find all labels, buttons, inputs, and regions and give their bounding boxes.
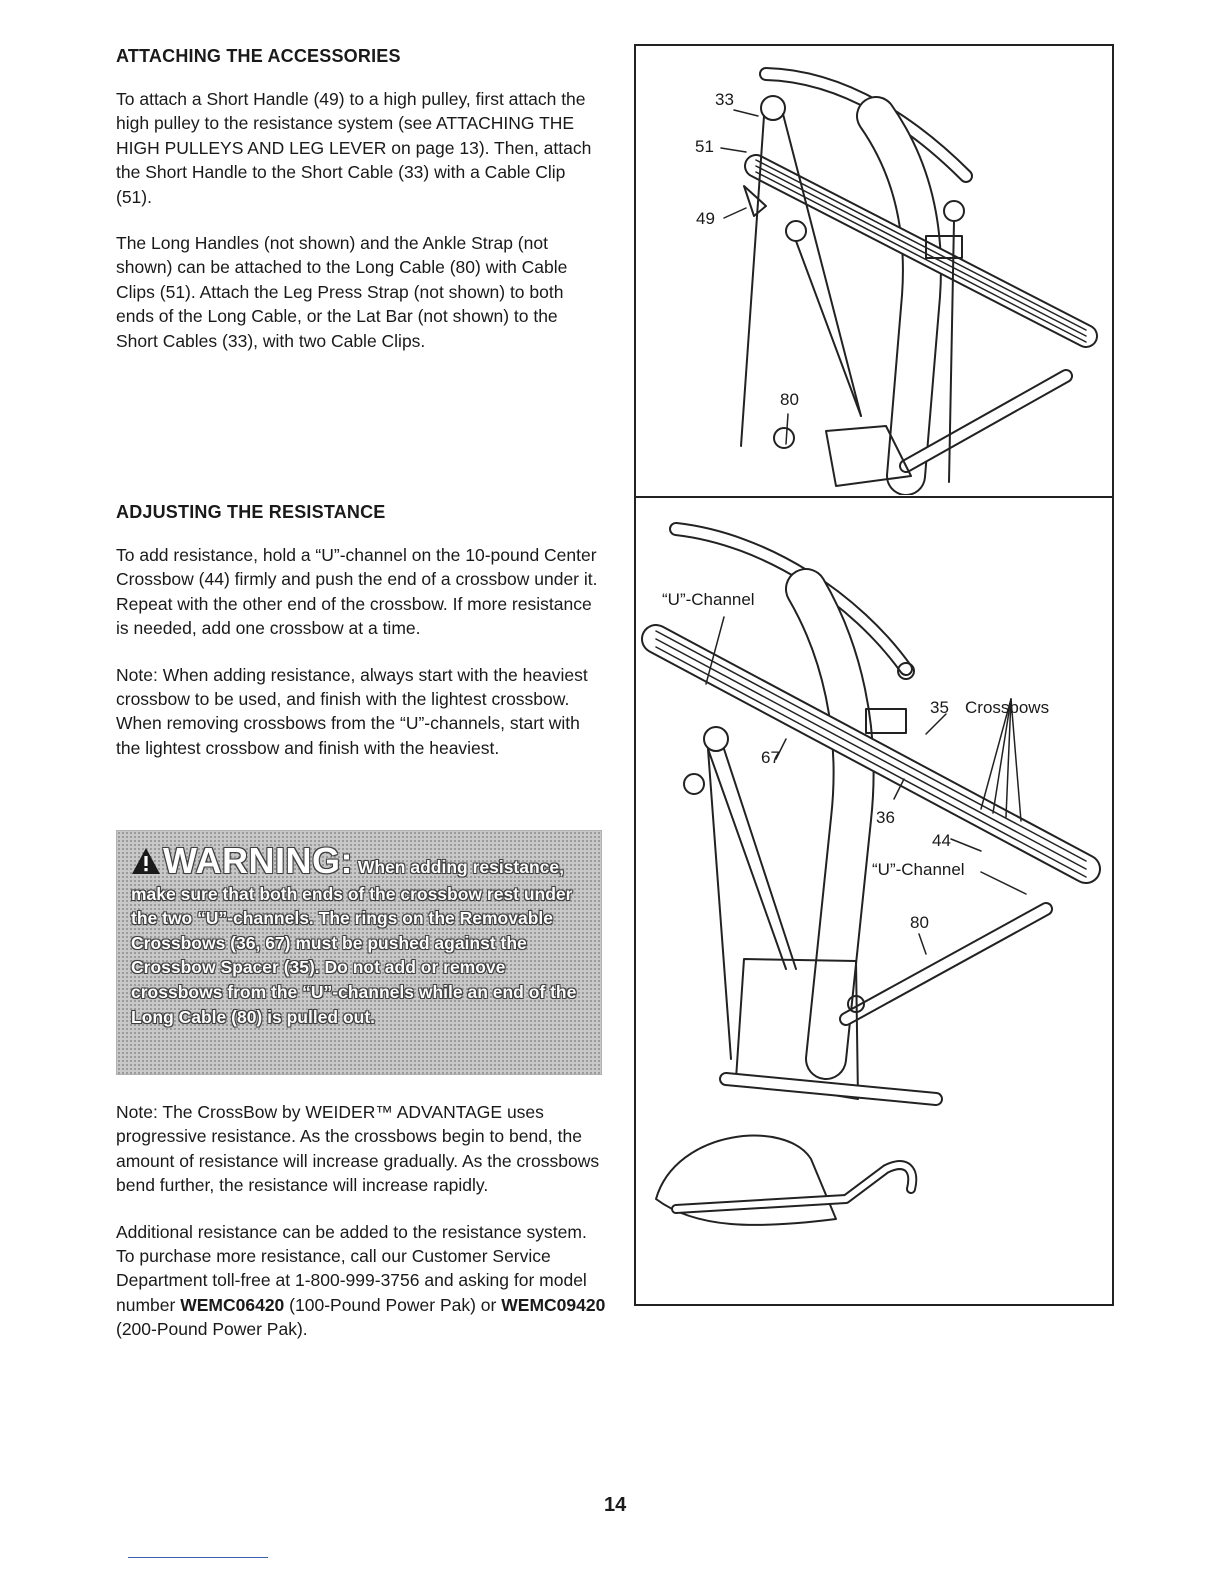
callout-label: “U”-Channel (872, 860, 965, 879)
section-heading: ATTACHING THE ACCESSORIES (116, 46, 401, 66)
figure-divider (634, 496, 1114, 498)
warning-text: When adding resistance, make sure that both ends of the crossbow rest under the two “U”-channels. The rings on the Removable Crossbows (36, 67) must be pushed against the Crossbow Spacer (35). Do not add or remove crossbows from the “U”-channels while an end of the Long Cable (80) is pulled out. (131, 857, 577, 1027)
callout-label: 80 (910, 913, 929, 932)
callout-label: Crossbows (965, 698, 1050, 717)
section-attaching-accessories (116, 46, 596, 375)
resistance-illustration (636, 499, 1112, 1304)
footer-rule (128, 1557, 268, 1558)
section-heading: ADJUSTING THE RESISTANCE (116, 502, 386, 522)
accessories-illustration (636, 46, 1112, 495)
paragraph: The Long Handles (not shown) and the Ankle Strap (not shown) can be attached to the Long Cable (80) with Cable Clips (51). Attach the Leg Press Strap (not shown) to both ends of the Long Cable, or the Lat Bar (not shown) to the Short Cables (33), with two Cable Clips. (116, 233, 568, 351)
callout-label: “U”-Channel (662, 590, 755, 609)
model-description: (100-Pound Power Pak) or (289, 1294, 497, 1315)
model-number: WEMC09420 (501, 1294, 606, 1315)
callout-label: 36 (876, 808, 895, 827)
section-adjusting-resistance (116, 502, 606, 782)
callout-label: 80 (780, 390, 799, 409)
model-description: (200-Pound Power Pak). (116, 1319, 308, 1340)
paragraph: Note: When adding resistance, always start with the heaviest crossbow to be used, and finish with the lightest crossbow. When removing crossbows from the “U”-channels, start with the lightest crossbow and finish with the heaviest. (116, 664, 588, 758)
paragraph: To attach a Short Handle (49) to a high pulley, first attach the high pulley to the resistance system (see ATTACHING THE HIGH PULLEYS AND LEG LEVER on page 13). Then, attach the Short Handle to the Short Cable (33) with a Cable Clip (51). (116, 89, 592, 207)
callout-label: 51 (695, 137, 714, 156)
section-notes (116, 1100, 606, 1364)
callout-label: 35 (930, 698, 949, 717)
model-number: WEMC06420 (180, 1294, 285, 1315)
figure-accessories (636, 46, 1112, 495)
purchase-text: Additional resistance can be added to the resistance system. To purchase more resistance, call our Customer Service Department toll-free at 1-800-999-3756 and asking for model number (116, 1221, 587, 1315)
callout-label: 44 (932, 831, 951, 850)
warning-box (116, 830, 602, 1075)
paragraph: To add resistance, hold a “U”-channel on the 10-pound Center Crossbow (44) firmly and push the end of a crossbow under it. Repeat with the other end of the crossbow. If more resistance is needed, add one crossbow at a time. (116, 545, 598, 639)
callout-label: 49 (696, 209, 715, 228)
callout-label: 67 (761, 748, 780, 767)
paragraph-purchase (116, 1220, 606, 1342)
warning-triangle-icon (131, 847, 161, 882)
page-number: 14 (604, 1494, 627, 1516)
callout-label: 33 (715, 90, 734, 109)
warning-label: WARNING: (163, 840, 353, 881)
paragraph: Note: The CrossBow by WEIDER™ ADVANTAGE uses progressive resistance. As the crossbows begin to bend, the amount of resistance will increase gradually. As the crossbows bend further, the resistance will increase rapidly. (116, 1102, 600, 1196)
figure-resistance (636, 499, 1112, 1304)
